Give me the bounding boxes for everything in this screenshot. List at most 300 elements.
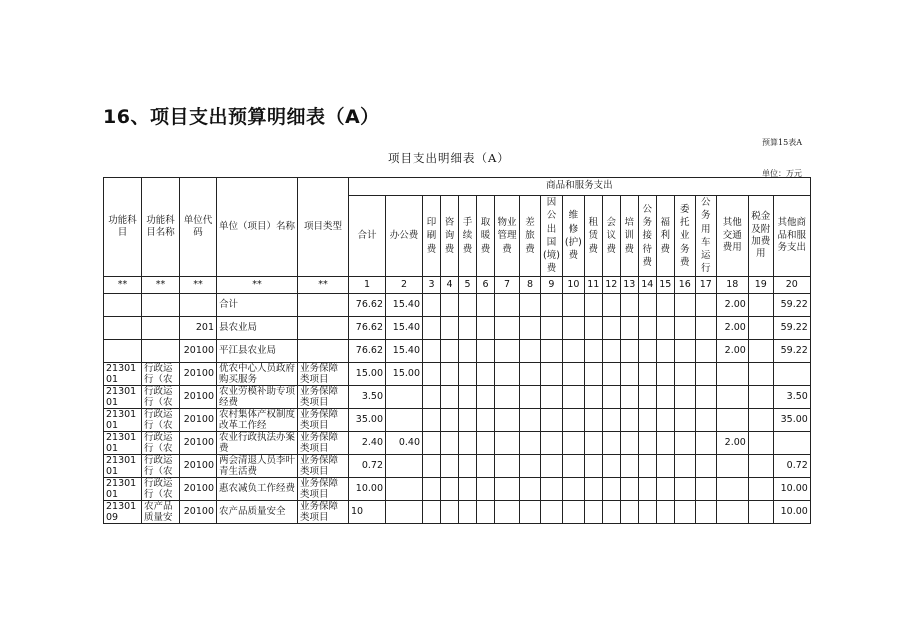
column-index-cell: 12 [602,276,620,293]
table-row [104,500,811,523]
table-cell [716,408,748,431]
table-cell [748,408,773,431]
table-cell [716,385,748,408]
table-cell [562,431,584,454]
table-cell: 20100 [180,500,217,523]
table-row [104,431,811,454]
table-cell [584,362,602,385]
table-cell [656,362,674,385]
table-cell [584,477,602,500]
table-cell [674,316,695,339]
column-index-cell: 11 [584,276,602,293]
table-cell [584,408,602,431]
table-cell: 15.40 [386,293,423,316]
table-cell [541,385,563,408]
table-cell [602,500,620,523]
table-cell [423,431,441,454]
table-cell [541,500,563,523]
table-cell [748,339,773,362]
table-cell: 15.00 [349,362,386,385]
table-cell [584,454,602,477]
table-cell: 业务保障类项目 [298,500,349,523]
header-goods-services-group: 商品和服务支出 [349,178,811,196]
table-cell: 20100 [180,477,217,500]
table-cell [459,339,477,362]
header-unit-name: 单位（项目）名称 [217,178,298,277]
table-row [104,385,811,408]
table-row [104,293,811,316]
table-cell [638,316,656,339]
table-cell [477,454,495,477]
table-cell [562,316,584,339]
table-cell: 10 [349,500,386,523]
table-cell [584,431,602,454]
table-cell [423,293,441,316]
column-index-cell: 5 [459,276,477,293]
header-consult: 咨询费 [441,196,459,277]
table-cell [695,362,716,385]
column-index-cell: 6 [477,276,495,293]
table-cell [477,385,495,408]
table-cell [495,385,520,408]
table-cell: 20100 [180,362,217,385]
table-cell [716,362,748,385]
table-cell [386,408,423,431]
header-func-name: 功能科目名称 [142,178,180,277]
column-index-cell: 10 [562,276,584,293]
table-cell [638,362,656,385]
table-cell [386,385,423,408]
table-cell [142,339,180,362]
table-cell [602,339,620,362]
table-cell [695,385,716,408]
table-cell [495,431,520,454]
table-cell [477,316,495,339]
table-cell: 2.00 [716,316,748,339]
table-row [104,454,811,477]
table-cell [674,431,695,454]
table-cell [104,339,142,362]
table-cell [423,500,441,523]
table-cell [656,454,674,477]
budget-table [103,177,811,524]
header-print: 印刷费 [423,196,441,277]
table-cell [656,431,674,454]
table-cell [495,477,520,500]
table-cell: 优农中心人员政府购买服务 [217,362,298,385]
table-cell [477,500,495,523]
table-cell [495,500,520,523]
table-cell [773,362,810,385]
table-cell [459,454,477,477]
table-cell [620,362,638,385]
table-cell: 农业劳模补助专项经费 [217,385,298,408]
table-cell [674,408,695,431]
column-index-cell: ** [142,276,180,293]
table-cell [638,408,656,431]
unit-label: 单位：万元 [762,169,802,178]
table-cell [477,408,495,431]
table-cell: 21301 01 [104,454,142,477]
table-cell: 农村集体产权制度改革工作经 [217,408,298,431]
table-cell: 76.62 [349,339,386,362]
column-index-cell: 16 [674,276,695,293]
table-cell [602,316,620,339]
table-cell [562,408,584,431]
table-cell [477,477,495,500]
table-cell [298,293,349,316]
table-cell [638,339,656,362]
header-training: 培训费 [620,196,638,277]
table-cell [674,500,695,523]
table-cell [716,500,748,523]
table-cell [386,500,423,523]
table-cell [695,431,716,454]
table-cell: 县农业局 [217,316,298,339]
table-cell [748,385,773,408]
table-cell [541,293,563,316]
column-index-cell: 20 [773,276,810,293]
table-cell [520,408,541,431]
header-property: 物业管理费 [495,196,520,277]
table-cell [656,293,674,316]
page-title: 16、项目支出预算明细表（A） [103,106,380,128]
table-cell [495,339,520,362]
table-row [104,408,811,431]
table-cell [638,431,656,454]
table-cell [477,293,495,316]
table-cell [495,454,520,477]
column-index-cell: 15 [656,276,674,293]
table-cell [562,454,584,477]
table-cell [562,500,584,523]
table-cell [520,454,541,477]
table-cell: 惠农减负工作经费 [217,477,298,500]
table-cell [423,385,441,408]
column-index-cell: 8 [520,276,541,293]
column-index-cell: 14 [638,276,656,293]
table-cell [620,431,638,454]
table-cell: 15.40 [386,339,423,362]
table-cell: 15.00 [386,362,423,385]
table-cell: 20100 [180,339,217,362]
table-cell [298,339,349,362]
header-unit-code: 单位代码 [180,178,217,277]
table-cell [748,316,773,339]
table-cell [638,500,656,523]
table-cell: 平江县农业局 [217,339,298,362]
table-cell [638,454,656,477]
table-cell [584,500,602,523]
table-cell: 20100 [180,454,217,477]
table-cell: 3.50 [773,385,810,408]
table-cell [520,316,541,339]
table-cell: 农产品质量安 [142,500,180,523]
header-abroad: 因公出国(境)费 [541,196,563,277]
column-index-cell: 1 [349,276,386,293]
header-repair: 维修(护)费 [562,196,584,277]
column-index-cell: 7 [495,276,520,293]
table-cell [562,385,584,408]
table-cell: 行政运行（农 [142,362,180,385]
table-cell [459,293,477,316]
table-cell [441,362,459,385]
table-cell [477,339,495,362]
table-cell [459,316,477,339]
table-cell [541,362,563,385]
table-row [104,477,811,500]
table-cell [656,316,674,339]
table-cell [441,293,459,316]
table-cell [562,339,584,362]
header-fee: 手续费 [459,196,477,277]
table-cell: 10.00 [349,477,386,500]
table-cell: 21301 01 [104,385,142,408]
header-office: 办公费 [386,196,423,277]
table-cell [520,293,541,316]
column-index-cell: ** [217,276,298,293]
table-cell [562,362,584,385]
table-cell [104,316,142,339]
table-cell [584,385,602,408]
table-row [104,362,811,385]
table-cell [459,477,477,500]
column-index-cell: 17 [695,276,716,293]
table-cell [441,431,459,454]
table-cell [620,385,638,408]
table-cell [520,339,541,362]
table-cell [180,293,217,316]
table-cell: 76.62 [349,316,386,339]
table-cell [541,477,563,500]
table-cell: 21301 09 [104,500,142,523]
table-cell [602,431,620,454]
table-cell: 59.22 [773,316,810,339]
table-cell [441,500,459,523]
table-cell [495,362,520,385]
table-cell [459,385,477,408]
table-cell: 2.40 [349,431,386,454]
table-cell [584,339,602,362]
table-cell [441,316,459,339]
table-cell: 2.00 [716,293,748,316]
table-cell [541,431,563,454]
table-cell [562,293,584,316]
table-cell [495,408,520,431]
table-cell [584,316,602,339]
column-index-cell: ** [104,276,142,293]
table-cell [584,293,602,316]
table-cell: 行政运行（农 [142,477,180,500]
table-cell: 两会清退人员李叶青生活费 [217,454,298,477]
table-cell [716,477,748,500]
table-cell: 行政运行（农 [142,408,180,431]
table-cell [695,293,716,316]
table-cell [423,477,441,500]
table-cell [620,293,638,316]
table-cell [674,385,695,408]
table-cell [674,477,695,500]
header-meeting: 会议费 [602,196,620,277]
table-cell [520,477,541,500]
table-cell: 行政运行（农 [142,454,180,477]
header-welfare: 福利费 [656,196,674,277]
table-cell [423,408,441,431]
table-cell: 10.00 [773,477,810,500]
table-cell [423,362,441,385]
table-cell: 10.00 [773,500,810,523]
table-cell [638,385,656,408]
table-cell [620,316,638,339]
column-index-cell: ** [298,276,349,293]
table-cell: 59.22 [773,293,810,316]
table-cell [674,454,695,477]
table-cell [459,500,477,523]
table-cell [441,454,459,477]
form-number: 预算15表A [762,138,802,147]
table-cell: 业务保障类项目 [298,362,349,385]
table-cell [477,431,495,454]
table-cell: 农业行政执法办案费 [217,431,298,454]
table-cell: 业务保障类项目 [298,408,349,431]
table-cell: 2.00 [716,339,748,362]
table-cell: 201 [180,316,217,339]
table-cell [695,454,716,477]
table-cell [541,454,563,477]
header-project-type: 项目类型 [298,178,349,277]
table-cell [695,500,716,523]
table-cell [520,431,541,454]
header-tax: 税金及附加费用 [748,196,773,277]
table-cell [656,385,674,408]
table-cell [748,454,773,477]
table-cell [620,500,638,523]
table-cell: 20100 [180,385,217,408]
table-cell [541,339,563,362]
table-cell: 业务保障类项目 [298,385,349,408]
table-cell: 20100 [180,408,217,431]
table-cell [620,454,638,477]
table-cell [386,477,423,500]
table-cell [520,362,541,385]
table-body [104,276,811,523]
table-cell: 合计 [217,293,298,316]
table-cell [695,477,716,500]
table-cell [602,293,620,316]
table-cell [695,316,716,339]
table-cell: 21301 01 [104,477,142,500]
table-cell [695,408,716,431]
table-cell [520,385,541,408]
table-cell [602,362,620,385]
table-cell [459,362,477,385]
table-cell [441,339,459,362]
table-cell [620,408,638,431]
table-cell: 0.40 [386,431,423,454]
table-cell: 2.00 [716,431,748,454]
header-total: 合计 [349,196,386,277]
table-cell: 3.50 [349,385,386,408]
table-cell [602,477,620,500]
header-func-code: 功能科目 [104,178,142,277]
table-cell: 35.00 [349,408,386,431]
table-cell: 21301 01 [104,431,142,454]
table-cell [423,316,441,339]
table-cell [602,408,620,431]
table-cell [142,293,180,316]
table-subtitle: 项目支出明细表（A） [388,151,510,165]
table-cell: 20100 [180,431,217,454]
table-cell [748,293,773,316]
column-index-cell: 4 [441,276,459,293]
table-cell [441,477,459,500]
table-cell [520,500,541,523]
table-cell [602,454,620,477]
table-cell [674,339,695,362]
table-cell: 35.00 [773,408,810,431]
table-cell [674,362,695,385]
table-cell [620,477,638,500]
column-index-cell: 13 [620,276,638,293]
header-vehicle: 公务用车运行 [695,196,716,277]
table-cell [441,385,459,408]
header-entrusted: 委托业务费 [674,196,695,277]
table-cell: 15.40 [386,316,423,339]
column-index-cell: ** [180,276,217,293]
column-index-cell: 9 [541,276,563,293]
table-cell: 76.62 [349,293,386,316]
header-travel: 差旅费 [520,196,541,277]
table-cell [477,362,495,385]
table-cell [656,477,674,500]
table-cell [298,316,349,339]
column-index-cell: 3 [423,276,441,293]
table-cell [638,477,656,500]
table-cell: 0.72 [773,454,810,477]
table-cell [441,408,459,431]
column-index-cell: 18 [716,276,748,293]
table-cell [748,431,773,454]
table-cell [748,500,773,523]
table-cell: 业务保障类项目 [298,431,349,454]
header-reception: 公务接待费 [638,196,656,277]
table-cell [656,339,674,362]
table-cell [674,293,695,316]
table-cell [638,293,656,316]
table-cell [495,293,520,316]
table-cell: 59.22 [773,339,810,362]
table-cell [620,339,638,362]
header-rent: 租赁费 [584,196,602,277]
header-heating: 取暖费 [477,196,495,277]
table-cell: 业务保障类项目 [298,477,349,500]
column-index-cell: 2 [386,276,423,293]
table-cell: 行政运行（农 [142,431,180,454]
table-cell [748,362,773,385]
table-cell [656,500,674,523]
table-cell [541,316,563,339]
table-cell: 21301 01 [104,408,142,431]
table-cell [495,316,520,339]
table-cell: 0.72 [349,454,386,477]
header-other: 其他商品和服务支出 [773,196,810,277]
table-cell [386,454,423,477]
column-index-row [104,276,811,293]
column-index-cell: 19 [748,276,773,293]
table-cell [423,339,441,362]
table-cell: 行政运行（农 [142,385,180,408]
table-cell [748,477,773,500]
